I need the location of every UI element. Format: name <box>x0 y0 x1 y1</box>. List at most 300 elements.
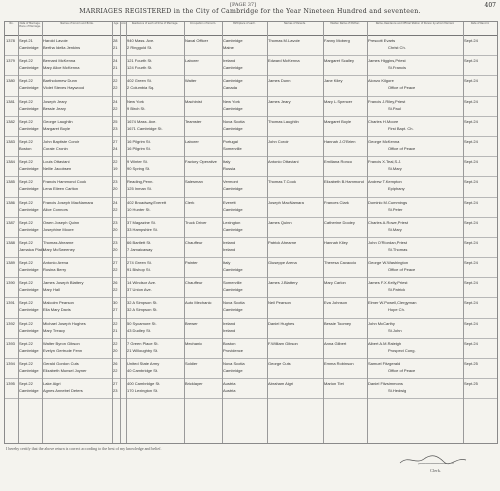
cell-age-g: 24 <box>113 98 118 104</box>
cell-rec: Sept.24 <box>464 179 478 185</box>
table-row <box>5 36 497 56</box>
cell-res-g: 32 A Simpson St. <box>127 300 158 306</box>
cell-mother: Anna Gilbert <box>324 340 347 346</box>
cell-res-g: 274 Green St. <box>127 260 152 266</box>
cell-place: Boston <box>19 145 32 151</box>
cell-res-g: 16 Pilgrim St. <box>127 138 151 144</box>
cell-off2: St.Mary <box>388 226 402 232</box>
cell-mother: Emiliana Ronco <box>324 159 353 165</box>
cell-father: John Coroir <box>268 138 289 144</box>
column-divider <box>120 22 121 443</box>
cell-officiant: Andrew T.Kempton <box>368 179 402 185</box>
cell-groom: Owen Joseph Quinn <box>43 219 80 225</box>
cell-father: James Quinn <box>268 219 292 225</box>
cell-res-b: 2 Ringgold St. <box>127 45 153 50</box>
table-row <box>5 339 497 359</box>
folio-number: 407 <box>484 2 496 9</box>
cell-birth-g: Ireland <box>223 58 236 64</box>
cell-occ: Truck Driver <box>185 219 207 225</box>
cell-mother: Catherine Dooley <box>324 219 355 225</box>
cell-no: 1387 <box>6 219 15 225</box>
cell-birth-g: Ireland <box>223 239 236 245</box>
cell-date: Sept.22 <box>19 239 33 245</box>
cell-no: 1389 <box>6 260 15 266</box>
cell-off2: Christ Ch. <box>388 45 406 50</box>
cell-occ: Chauffeur <box>185 239 203 245</box>
cell-place: Cambridge <box>19 347 39 353</box>
column-divider <box>267 22 268 443</box>
cell-age-b: 20 <box>113 347 118 353</box>
cell-father: Joseph MacNamara <box>268 199 304 205</box>
cell-age-g: 22 <box>113 78 118 84</box>
cell-place: Cambridge <box>19 65 39 71</box>
cell-date: Sept.22 <box>19 58 33 64</box>
cell-place: Cambridge <box>19 307 39 313</box>
cell-date: Sept.22 <box>19 159 33 165</box>
cell-place: Cambridge <box>19 186 39 192</box>
cell-res-b: 91 Bishop St. <box>127 267 151 273</box>
column-header: Name, Residence and Official Station of Person by whom Married. <box>375 22 455 25</box>
column-header: Birthplace of each. <box>233 22 256 25</box>
cell-mother: Margaret Boyle <box>324 118 352 124</box>
cell-age-b: 20 <box>113 186 118 192</box>
cell-off2: Office of Peace <box>388 85 416 91</box>
cell-res-b: 2 Columbia Sq. <box>127 85 155 91</box>
cell-birth-b: Cambridge <box>223 125 243 131</box>
cell-officiant: Alonzo Kilgore <box>368 78 394 84</box>
cell-rec: Sept.24 <box>464 300 478 306</box>
cell-groom: Bernard McKenna <box>43 58 76 64</box>
cell-no: 1378 <box>6 38 15 43</box>
cell-age-g: 27 <box>113 138 118 144</box>
cell-rec: Sept.24 <box>464 199 478 205</box>
cell-off2: Office of Peace <box>388 145 416 151</box>
cell-mother: Mary Carlon <box>324 280 346 286</box>
cell-occ: Factory Operative <box>185 159 217 165</box>
cell-birth-g: Nova Scotia <box>223 361 245 366</box>
cell-groom: Thomas Ahearne <box>43 239 74 245</box>
cell-birth-b: Cambridge <box>223 65 243 71</box>
cell-place: Cambridge <box>19 45 39 50</box>
cell-place: Cambridge <box>19 287 39 293</box>
cell-birth-b: Ireland <box>223 246 236 252</box>
cell-groom: Louis Ottaviani <box>43 159 70 165</box>
cell-off2: St.Francis <box>388 65 407 71</box>
cell-res-g: 1674 Mass. Ave. <box>127 118 157 124</box>
cell-birth-g: Cambridge <box>223 38 243 43</box>
cell-no: 1379 <box>6 58 15 64</box>
cell-age-g: 23 <box>113 219 118 225</box>
column-divider <box>323 22 324 443</box>
cell-res-g: 940 Mass. Ave. <box>127 38 155 43</box>
cell-age-g: 27 <box>113 260 118 266</box>
column-divider <box>463 22 464 443</box>
cell-place: Jamaica Plain <box>19 246 44 252</box>
cell-rec: Sept.24 <box>464 260 478 266</box>
cell-groom: Walter Byron Gibson <box>43 340 80 346</box>
cell-res-b: 10 Hunter St. <box>127 206 151 212</box>
cell-occ: Salesman <box>185 179 203 185</box>
cell-res-b: 124 Fourth St. <box>127 65 153 71</box>
cell-birth-g: Italy <box>223 260 231 266</box>
cell-father: Abraham Aigri <box>268 381 294 387</box>
cell-res-b: 16 Pilgrim St. <box>127 145 151 151</box>
cell-occ: Auto Mechanic <box>185 300 212 306</box>
cell-date: Sept.22 <box>19 340 33 346</box>
cell-mother: Hannah J.O'Brien <box>324 138 356 144</box>
cell-birth-g: Portugal <box>223 138 238 144</box>
table-row <box>5 137 497 157</box>
cell-mother: Eva Johnson <box>324 300 348 306</box>
cell-date: Sept.22 <box>19 300 33 306</box>
cell-birth-b: Canada <box>223 85 238 91</box>
cell-birth-b: Cambridge <box>223 368 243 373</box>
cell-officiant: Samuel Fitzgerald <box>368 361 401 366</box>
cell-date: Sept.22 <box>19 78 33 84</box>
cell-age-b: 23 <box>113 388 118 394</box>
cell-birth-b: Russia <box>223 166 236 172</box>
cell-no: 1390 <box>6 280 15 286</box>
cell-date: Sept.22 <box>19 98 33 104</box>
cell-mother: Margaret Scalley <box>324 58 355 64</box>
clerk-signature <box>398 453 468 467</box>
cell-mother: Marion Tiet <box>324 381 344 387</box>
table-row <box>5 379 497 399</box>
cell-age-g: 23 <box>113 239 118 245</box>
table-row <box>5 319 497 339</box>
cell-age-g: 22 <box>113 320 118 326</box>
cell-birth-g: Boston <box>223 340 236 346</box>
cell-bride: Alice Connors <box>43 206 68 212</box>
cell-rec: Sept.24 <box>464 138 478 144</box>
cell-rec: Sept.24 <box>464 280 478 286</box>
column-header: Date of Record. <box>470 22 490 25</box>
cell-birth-b: Cambridge <box>223 307 243 313</box>
cell-bride: Rosina Berry <box>43 267 67 273</box>
column-header: Maiden Name of Mother. <box>330 22 360 25</box>
cell-officiant: Francis X.Teal,S.J. <box>368 159 402 165</box>
column-divider <box>367 22 368 443</box>
cell-bride: Mary Treacy <box>43 327 66 333</box>
cell-age-b: 27 <box>113 307 118 313</box>
cell-off2: Prospect Cong. <box>388 347 416 353</box>
cell-no: 1394 <box>6 361 15 366</box>
cell-age-b: 22 <box>113 267 118 273</box>
cell-off2: St.Patrick <box>388 287 406 293</box>
cell-off2: Epiphany <box>388 186 405 192</box>
cell-groom: James Joseph Blattery <box>43 280 84 286</box>
cell-rec: Sept.24 <box>464 340 478 346</box>
column-divider <box>112 22 113 443</box>
cell-place: Cambridge <box>19 226 39 232</box>
cell-res-g: 402 Green St. <box>127 78 152 84</box>
cell-birth-b: Cambridge <box>223 226 243 232</box>
cell-father: Thomas Laughlin <box>268 118 299 124</box>
cell-age-g: 24 <box>113 199 118 205</box>
cell-age-g: 22 <box>113 340 118 346</box>
column-header: Occupation of Groom. <box>189 22 217 25</box>
cell-rec: Sept.24 <box>464 38 478 43</box>
cell-rec: Sept.24 <box>464 58 478 64</box>
cell-officiant: John McCarthy <box>368 320 395 326</box>
cell-age-b: 19 <box>113 166 118 172</box>
cell-bride: Bertha Idella Jenkins <box>43 45 81 50</box>
column-header: Names of Groom and Bride. <box>60 22 94 25</box>
column-header: Color <box>120 22 127 25</box>
cell-birth-g: Ireland <box>223 320 236 326</box>
cell-birth-b: Somerville <box>223 145 242 151</box>
cell-res-g: Reading,Penn. <box>127 179 154 185</box>
cell-off2: Hope Ch. <box>388 307 405 313</box>
cell-bride: Evelyn Gertrude Fenn <box>43 347 83 353</box>
cell-res-g: 400 Cambridge St. <box>127 381 161 387</box>
cell-father: Giuseppe Arena <box>268 260 297 266</box>
cell-mother: Emma Robinson <box>324 361 354 366</box>
cell-rec: Sept.25 <box>464 361 478 366</box>
cell-father: Antonio Ottaviani <box>268 159 299 165</box>
cell-age-g: 28 <box>113 38 118 43</box>
cell-res-b: 21 Willoughby St. <box>127 347 159 353</box>
cell-birth-g: Nova Scotia <box>223 118 245 124</box>
cell-place: Cambridge <box>19 327 39 333</box>
cell-date: Sept.22 <box>19 118 33 124</box>
cell-occ: Teamster <box>185 118 202 124</box>
cell-birth-g: Somerville <box>223 280 242 286</box>
cell-age-g: 26 <box>113 361 118 366</box>
cell-no: 1388 <box>6 239 15 245</box>
cell-date: Sept.22 <box>19 199 33 205</box>
cell-groom: Antonio Arena <box>43 260 69 266</box>
cell-officiant: George W.Washington <box>368 260 409 266</box>
cell-no: 1391 <box>6 300 15 306</box>
table-row <box>5 258 497 278</box>
table-row <box>5 359 497 379</box>
cell-age-g: 25 <box>113 118 118 124</box>
cell-place: Cambridge <box>19 368 39 373</box>
cell-age-b: 21 <box>113 45 118 50</box>
column-divider <box>42 22 43 443</box>
cell-birth-b: Cambridge <box>223 206 243 212</box>
cell-no: 1384 <box>6 159 15 165</box>
cell-no: 1385 <box>6 179 15 185</box>
cell-age-b: 21 <box>113 327 118 333</box>
cell-age-g: 30 <box>113 300 118 306</box>
cell-groom: George Laughlin <box>43 118 73 124</box>
cell-res-b: 40 Cambridge St. <box>127 368 159 373</box>
cell-bride: Josephine Moore <box>43 226 74 232</box>
cell-off2: St.Mary <box>388 166 402 172</box>
cell-mother: Hannah Kiley <box>324 239 348 245</box>
cell-occ: Laborer <box>185 138 199 144</box>
cell-res-b: 90 Spring St. <box>127 166 151 172</box>
column-divider <box>126 22 127 443</box>
cell-no: 1380 <box>6 78 15 84</box>
cell-father: George Cuts <box>268 361 291 366</box>
cell-birth-b: Providence <box>223 347 244 353</box>
cell-groom: Michael Joseph Hughes <box>43 320 86 326</box>
cell-occ: Naval Officer <box>185 38 209 43</box>
cell-res-g: New York <box>127 98 144 104</box>
cell-off2: St.Thomas <box>388 246 408 252</box>
cell-mother: Bessie Toomey <box>324 320 352 326</box>
cell-birth-b: Austria <box>223 388 236 394</box>
cell-bride: Lena Eileen Carlton <box>43 186 79 192</box>
cell-date: Sept.22 <box>19 381 33 387</box>
cell-officiant: Charles A.Rowe,Priest <box>368 219 409 225</box>
cell-groom: Francis Hammond Cook <box>43 179 87 185</box>
cell-bride: Agnes Annebel Deters <box>43 388 83 394</box>
cell-bride: Ella Mary Davis <box>43 307 71 313</box>
cell-place: Cambridge <box>19 105 39 111</box>
table-row <box>5 238 497 258</box>
cell-age-b: 22 <box>113 85 118 91</box>
cell-res-b: 125 Inman St. <box>127 186 152 192</box>
cell-occ: Mechanic <box>185 340 203 346</box>
cell-rec: Sept.24 <box>464 118 478 124</box>
cell-mother: Jane Kiley <box>324 78 343 84</box>
clerk-label: Clerk. <box>430 468 442 473</box>
cell-res-g: 121 Fourth St. <box>127 58 153 64</box>
cell-off2: St.John <box>388 327 402 333</box>
table-row <box>5 177 497 197</box>
cell-age-b: 22 <box>113 105 118 111</box>
column-header: No. <box>9 22 14 25</box>
cell-officiant: James F.X.Kelly,Priest <box>368 280 408 286</box>
cell-occ: Chauffeur <box>185 280 203 286</box>
cell-place: Cambridge <box>19 267 39 273</box>
cell-officiant: George McKenna <box>368 138 400 144</box>
cell-rec: Sept.25 <box>464 381 478 387</box>
cell-res-g: 66 Bartlett St. <box>127 239 152 245</box>
cell-bride: Elizabeth Munsel Joyner <box>43 368 87 373</box>
cell-res-g: 37 Magazine St. <box>127 219 156 225</box>
cell-res-b: 43 Dudley St. <box>127 327 152 333</box>
cell-officiant: Albert A.M.Raleigh <box>368 340 402 346</box>
table-row <box>5 198 497 218</box>
cell-res-b: 7 Jamaicaway <box>127 246 153 252</box>
cell-date: Sept.22 <box>19 320 33 326</box>
cell-groom: Francis Joseph MacNamara <box>43 199 94 205</box>
column-header: Names of Parents. <box>284 22 306 25</box>
cell-officiant: Daniel Fitzsimmons <box>368 381 403 387</box>
cell-mother: Mary L.Spencer <box>324 98 353 104</box>
cell-no: 1392 <box>6 320 15 326</box>
cell-bride: Coraie Cronin <box>43 145 68 151</box>
table-row <box>5 117 497 137</box>
cell-groom: Bartholomew Dunn <box>43 78 78 84</box>
table-body <box>5 36 497 399</box>
cell-place: Cambridge <box>19 206 39 212</box>
cell-age-b: 22 <box>113 287 118 293</box>
cell-age-b: 20 <box>113 246 118 252</box>
cell-res-b: 9 Birch St. <box>127 105 146 111</box>
cell-date: Sept.22 <box>19 361 33 366</box>
cell-age-g: 27 <box>113 381 118 387</box>
cell-age-b: 23 <box>113 125 118 131</box>
cell-birth-b: Cambridge <box>223 186 243 192</box>
cell-occ: Brewer <box>185 320 198 326</box>
cell-res-g: 7 Green Place St. <box>127 340 159 346</box>
table-row <box>5 97 497 117</box>
cell-occ: Machinist <box>185 98 202 104</box>
cell-birth-b: Ireland <box>223 327 236 333</box>
cell-place: Cambridge <box>19 85 39 91</box>
cell-age-b: 24 <box>113 145 118 151</box>
cell-officiant: John O'Riordan,Priest <box>368 239 408 245</box>
cell-father: Neil Pearson <box>268 300 291 306</box>
cell-rec: Sept.24 <box>464 98 478 104</box>
page-label: [PAGE 37] <box>230 2 257 8</box>
cell-occ: Soldier <box>185 361 198 366</box>
cell-officiant: Elmer W.Powell,Clergyman <box>368 300 417 306</box>
cell-groom: Gerald Gordon Cuts <box>43 361 79 366</box>
cell-no: 1382 <box>6 118 15 124</box>
cell-date: Sept.22 <box>19 280 33 286</box>
column-divider <box>184 22 185 443</box>
cell-rec: Sept.24 <box>464 320 478 326</box>
cell-groom: Malcolm Pearson <box>43 300 74 306</box>
table-row <box>5 157 497 177</box>
cell-birth-g: Everett <box>223 199 236 205</box>
cell-place: Cambridge <box>19 388 39 394</box>
cell-age-b: 20 <box>113 226 118 232</box>
cell-birth-b: Maine <box>223 45 234 50</box>
cell-res-b: 33 Hampshire St. <box>127 226 158 232</box>
cell-age-g: 26 <box>113 280 118 286</box>
cell-date: Sept.22 <box>19 138 33 144</box>
cell-place: Cambridge <box>19 166 39 172</box>
cell-mother: Theresa Cavaccio <box>324 260 357 266</box>
cell-occ: Painter <box>185 260 198 266</box>
page-title: MARRIAGES REGISTERED in the City of Cambridge for the Year Nineteen Hundred and seventeen. <box>79 8 421 15</box>
cell-bride: Violet Steves Haywood <box>43 85 85 91</box>
cell-birth-g: Nova Scotia <box>223 300 245 306</box>
table-header <box>5 22 497 36</box>
cell-age-b: 22 <box>113 368 118 373</box>
cell-birth-g: Cambridge <box>223 78 243 84</box>
cell-groom: Lake Aigri <box>43 381 61 387</box>
column-header: Age <box>113 22 119 25</box>
cell-father: Thomas M.Lavoie <box>268 38 300 43</box>
column-header: Residence of each at time of Marriage. <box>131 22 179 25</box>
cell-date: Sept.22 <box>19 260 33 266</box>
cell-father: James Jeary <box>268 98 291 104</box>
cell-date: Sept.22 <box>19 219 33 225</box>
cell-groom: John Baptiste Coroir <box>43 138 80 144</box>
column-header: Date of Marriage. Place of Marriage. <box>19 22 41 28</box>
cell-occ: Bricklayer <box>185 381 203 387</box>
cell-birth-g: Lexington <box>223 219 241 225</box>
cell-officiant: Charles H.Moore <box>368 118 399 124</box>
cell-off2: St.Hedwig <box>388 388 407 394</box>
cell-res-b: 1671 Cambridge St. <box>127 125 163 131</box>
cell-groom: Joseph Jeary <box>43 98 67 104</box>
cell-birth-g: Italy <box>223 159 231 165</box>
cell-res-g: United State Army <box>127 361 160 366</box>
cell-rec: Sept.24 <box>464 239 478 245</box>
cell-mother: Fanny Moberg <box>324 38 350 43</box>
column-divider <box>18 22 19 443</box>
cell-age-g: 22 <box>113 159 118 165</box>
cell-birth-g: Austria <box>223 381 236 387</box>
table-row <box>5 278 497 298</box>
cell-rec: Sept.24 <box>464 78 478 84</box>
cell-no: 1386 <box>6 199 15 205</box>
cell-birth-g: Vermont <box>223 179 238 185</box>
cell-occ: Clerk <box>185 199 195 205</box>
cell-place: Cambridge <box>19 125 39 131</box>
column-divider <box>222 22 223 443</box>
